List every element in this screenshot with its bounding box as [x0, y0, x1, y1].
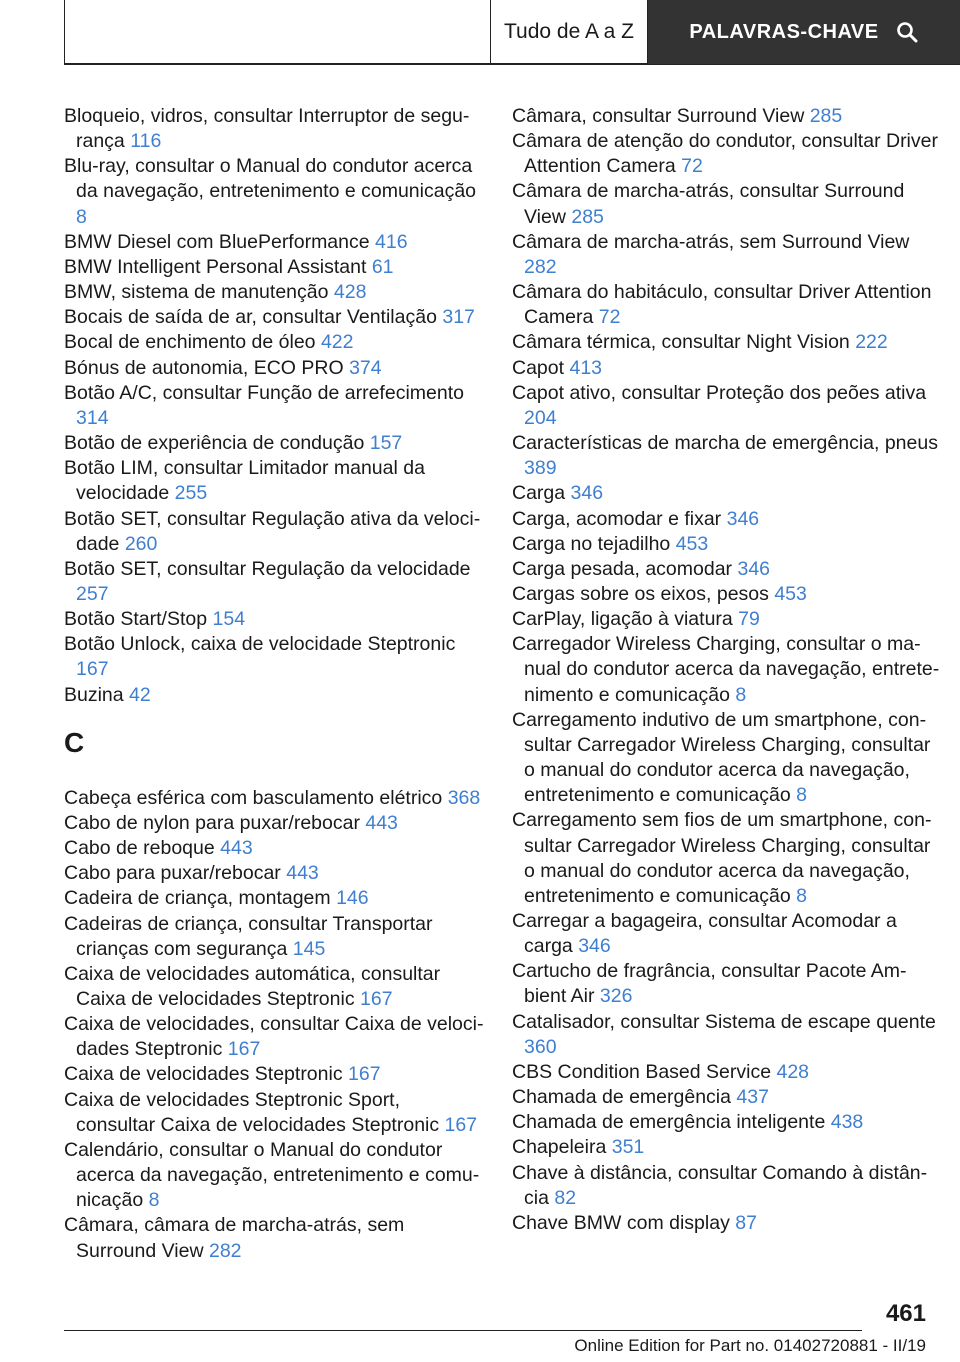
index-entry: [64, 1062, 484, 1087]
index-entry: [512, 1211, 942, 1236]
index-entry: [64, 255, 484, 280]
entry-term: Carga no tejadilho: [512, 532, 671, 555]
page-link[interactable]: 167: [360, 988, 393, 1010]
index-entry: [64, 557, 484, 607]
entry-term: Botão SET, consultar Regulação ativa da velocidade: [64, 507, 481, 555]
entry-term: Câmara de marcha-atrás, consultar Surround View: [512, 180, 905, 228]
entry-term: Capot: [512, 356, 565, 379]
index-entry: [64, 356, 484, 381]
page-link[interactable]: 443: [220, 837, 253, 860]
index-entry: [64, 305, 484, 330]
entry-term: Chave BMW com display: [512, 1211, 730, 1234]
entry-term: Chapeleira: [512, 1136, 607, 1159]
entry-term: Carga: [512, 482, 566, 505]
entry-term: Botão Unlock, caixa de velocidade Steptronic: [64, 633, 456, 656]
tab-keywords[interactable]: [648, 0, 960, 64]
index-entry: [512, 632, 942, 707]
entry-term: Cargas sobre os eixos, pesos: [512, 582, 769, 605]
entry-term: Carregamento indutivo de um smartphone, consultar Carregador Wireless Charging, consultar o manual do condutor acerca da navegação, entretenimento e comunicação: [512, 708, 931, 807]
page-link[interactable]: 443: [286, 862, 319, 885]
index-entry: [512, 808, 942, 909]
entry-term: Câmara de marcha-atrás, sem Surround View: [512, 230, 910, 253]
index-entry: [512, 582, 942, 607]
entry-term: Cabo para puxar/rebocar: [64, 862, 281, 885]
page-link[interactable]: 167: [348, 1063, 381, 1086]
header-left-rule: [64, 0, 65, 64]
page-link[interactable]: 443: [365, 811, 398, 834]
page-link[interactable]: 167: [227, 1038, 261, 1061]
index-entry: [512, 1135, 942, 1160]
index-entry: [512, 1161, 942, 1211]
tab-a-to-z-label: Tudo de A a Z: [504, 20, 634, 43]
entry-term: Cabeça esférica com basculamento elétrico: [64, 786, 443, 809]
page-link[interactable]: 8: [148, 1189, 160, 1212]
page-link[interactable]: 61: [371, 255, 394, 278]
entry-term: Cabo de reboque: [64, 837, 215, 860]
page-link[interactable]: 422: [320, 331, 354, 354]
index-entry: [512, 431, 942, 481]
entry-term: Caixa de velocidades, consultar Caixa de velocidades Steptronic: [64, 1013, 484, 1061]
index-entry: [64, 861, 484, 886]
entry-term: CarPlay, ligação à viatura: [512, 608, 733, 631]
entry-term: Chave à distância, consultar Comando à distância: [512, 1161, 928, 1209]
section-letter: C: [64, 726, 85, 758]
page-link[interactable]: 389: [524, 457, 557, 480]
page-link[interactable]: 72: [598, 306, 621, 329]
index-entry: [512, 909, 942, 959]
page-link[interactable]: 8: [796, 884, 807, 907]
page-link[interactable]: 438: [830, 1111, 864, 1134]
entry-term: Capot ativo, consultar Proteção dos peões ativa: [512, 381, 927, 404]
page-link[interactable]: 87: [735, 1211, 757, 1234]
page-link[interactable]: 428: [333, 281, 367, 304]
page-link[interactable]: 346: [578, 935, 611, 958]
entry-term: Cadeira de criança, montagem: [64, 887, 331, 910]
index-entry: [64, 1012, 484, 1062]
entry-term: Botão SET, consultar Regulação da velocidade: [64, 557, 471, 580]
entry-term: Cartucho de fragrância, consultar Pacote Ambient Air: [512, 960, 907, 1008]
entry-term: Carga, acomodar e fixar: [512, 507, 722, 530]
page-link[interactable]: 360: [524, 1035, 557, 1058]
entry-term: Características de marcha de emergência, pneus: [512, 432, 938, 455]
page-link[interactable]: 346: [570, 482, 604, 505]
index-entry: [512, 708, 942, 809]
index-entry: [512, 1010, 942, 1060]
entry-term: Câmara térmica, consultar Night Vision: [512, 331, 850, 354]
entry-term: Botão LIM, consultar Limitador manual da velocidade: [64, 457, 425, 505]
tab-a-to-z[interactable]: [490, 0, 648, 64]
index-entry: [64, 786, 484, 811]
page-link[interactable]: 145: [292, 937, 326, 960]
search-icon[interactable]: [895, 20, 919, 44]
page-link[interactable]: 8: [76, 205, 87, 228]
index-entry: [64, 836, 484, 861]
page-link[interactable]: 368: [447, 786, 481, 809]
page-link[interactable]: 413: [569, 356, 603, 379]
entry-term: Botão A/C, consultar Função de arrefecimento: [64, 381, 464, 404]
entry-term: Cadeiras de criança, consultar Transportar crianças com segurança: [64, 912, 433, 960]
page-link[interactable]: 8: [735, 683, 747, 706]
index-entry: [512, 381, 942, 431]
entry-term: Botão Start/Stop: [64, 608, 208, 631]
page-link[interactable]: 351: [611, 1136, 645, 1159]
page-link[interactable]: 204: [524, 406, 557, 429]
entry-term: Caixa de velocidades Steptronic Sport, consultar Caixa de velocidades Steptronic: [64, 1088, 440, 1136]
page-link[interactable]: 317: [442, 306, 475, 329]
index-entry: [64, 280, 484, 305]
entry-term: BMW Diesel com BluePerformance: [64, 230, 370, 253]
index-entry: [512, 507, 942, 532]
entry-term: Catalisador, consultar Sistema de escape quente: [512, 1010, 936, 1033]
entry-term: CBS Condition Based Service: [512, 1060, 772, 1083]
page-link[interactable]: 82: [554, 1186, 577, 1209]
page-link[interactable]: 8: [796, 784, 807, 807]
entry-term: Caixa de velocidades Steptronic: [64, 1063, 343, 1086]
entry-term: Buzina: [64, 683, 124, 706]
index-entry: [512, 557, 942, 582]
page-link[interactable]: 72: [681, 155, 703, 178]
page-link[interactable]: 157: [369, 432, 403, 455]
entry-term: Bocais de saída de ar, consultar Ventilação: [64, 306, 437, 329]
page-link[interactable]: 285: [809, 105, 843, 127]
page-link[interactable]: 154: [212, 608, 246, 631]
entry-term: Chamada de emergência inteligente: [512, 1111, 826, 1134]
page-link[interactable]: 167: [444, 1113, 478, 1136]
index-entry: [64, 1213, 484, 1263]
index-entry: [64, 683, 484, 708]
entry-term: Câmara do habitáculo, consultar Driver Attention Camera: [512, 281, 932, 329]
entry-term: Chamada de emergência: [512, 1086, 731, 1109]
entry-term: Bónus de autonomia, ECO PRO: [64, 356, 344, 379]
entry-term: Câmara de atenção do condutor, consultar Driver Attention Camera: [512, 130, 938, 178]
page-link[interactable]: 346: [737, 557, 771, 580]
page-link[interactable]: 255: [174, 482, 208, 505]
index-entry: [512, 129, 942, 179]
page-link[interactable]: 453: [675, 532, 709, 555]
entry-term: Cabo de nylon para puxar/rebocar: [64, 811, 360, 834]
entries-c-continued: [512, 104, 942, 1236]
index-entry: [512, 330, 942, 355]
entry-term: Carregador Wireless Charging, consultar o manual do condutor acerca da navegação, entretenimento e comunicação: [512, 633, 940, 706]
tab-keywords-label: PALAVRAS-CHAVE: [689, 20, 879, 43]
entry-term: Carregar a bagageira, consultar Acomodar a carga: [512, 910, 897, 958]
index-entry: [64, 456, 484, 506]
index-entry: [64, 1088, 484, 1138]
index-entry: [64, 330, 484, 355]
index-entry: [64, 154, 484, 229]
page-link[interactable]: 453: [774, 582, 807, 605]
page-link[interactable]: 437: [736, 1086, 769, 1109]
entry-term: Botão de experiência de condução: [64, 432, 365, 455]
page-link[interactable]: 428: [776, 1060, 810, 1083]
index-entry: [512, 280, 942, 330]
index-entry: [64, 811, 484, 836]
index-entry: [64, 230, 484, 255]
entry-term: BMW Intelligent Personal Assistant: [64, 255, 367, 278]
page-link[interactable]: 374: [349, 356, 382, 379]
entries-c: [64, 786, 484, 1264]
index-entry: [512, 532, 942, 557]
index-entry: [512, 1060, 942, 1085]
entry-term: Carregamento sem fios de um smartphone, consultar Carregador Wireless Charging, consultar o manual do condutor acerca da navegação, entretenimento e comunicação: [512, 809, 932, 907]
index-entry: [512, 356, 942, 381]
index-entry: [64, 632, 484, 682]
page-link[interactable]: 326: [599, 985, 633, 1008]
entry-term: Blu-ray, consultar o Manual do condutor acerca da navegação, entretenimento e comunicação: [64, 155, 477, 203]
page-link[interactable]: 260: [124, 532, 158, 555]
page-link[interactable]: 167: [76, 658, 109, 681]
page-link[interactable]: 116: [130, 130, 162, 153]
page-link[interactable]: 314: [76, 406, 109, 429]
index-entry: [512, 230, 942, 280]
index-entry: [64, 507, 484, 557]
entry-term: Bocal de enchimento de óleo: [64, 331, 316, 354]
index-entry: [512, 481, 942, 506]
index-entry: [64, 607, 484, 632]
index-entry: [512, 104, 942, 129]
index-entry: [512, 1085, 942, 1110]
entry-term: Calendário, consultar o Manual do condutor acerca da navegação, entretenimento e comunicação: [64, 1138, 480, 1212]
index-entry: [512, 607, 942, 632]
index-entry: [64, 381, 484, 431]
index-entry: [64, 886, 484, 911]
index-entry: [64, 1138, 484, 1213]
footer-rule: [64, 1330, 862, 1331]
page-link[interactable]: 146: [336, 887, 369, 910]
index-entry: [512, 1110, 942, 1135]
page-link[interactable]: 79: [738, 608, 760, 631]
entry-term: Câmara, consultar Surround View: [512, 105, 805, 127]
page-link[interactable]: 346: [726, 507, 760, 530]
index-column-right: [512, 104, 942, 1236]
footer-edition: Online Edition for Part no. 01402720881 - II/19: [574, 1336, 926, 1355]
entry-term: Caixa de velocidades automática, consultar Caixa de velocidades Steptronic: [64, 962, 441, 1010]
entry-term: Bloqueio, vidros, consultar Interruptor de segurança: [64, 105, 470, 153]
page-link[interactable]: 282: [208, 1239, 242, 1262]
entries-b: [64, 104, 484, 708]
index-entry: [512, 959, 942, 1009]
page-link[interactable]: 285: [571, 205, 604, 228]
page-link[interactable]: 257: [76, 582, 109, 605]
index-column-left: [64, 104, 484, 1264]
index-entry: [512, 179, 942, 229]
index-entry: [64, 912, 484, 962]
page-link[interactable]: 282: [524, 255, 557, 278]
index-entry: [64, 962, 484, 1012]
index-entry: [64, 431, 484, 456]
entry-term: Câmara, câmara de marcha-atrás, sem Surround View: [64, 1214, 405, 1262]
page-link[interactable]: 42: [129, 683, 151, 706]
entry-term: Carga pesada, acomodar: [512, 557, 733, 580]
page-number: 461: [885, 1300, 926, 1327]
page-link[interactable]: 222: [855, 331, 888, 354]
page-link[interactable]: 416: [375, 230, 408, 253]
index-entry: [64, 104, 484, 154]
entry-term: BMW, sistema de manutenção: [64, 281, 329, 304]
